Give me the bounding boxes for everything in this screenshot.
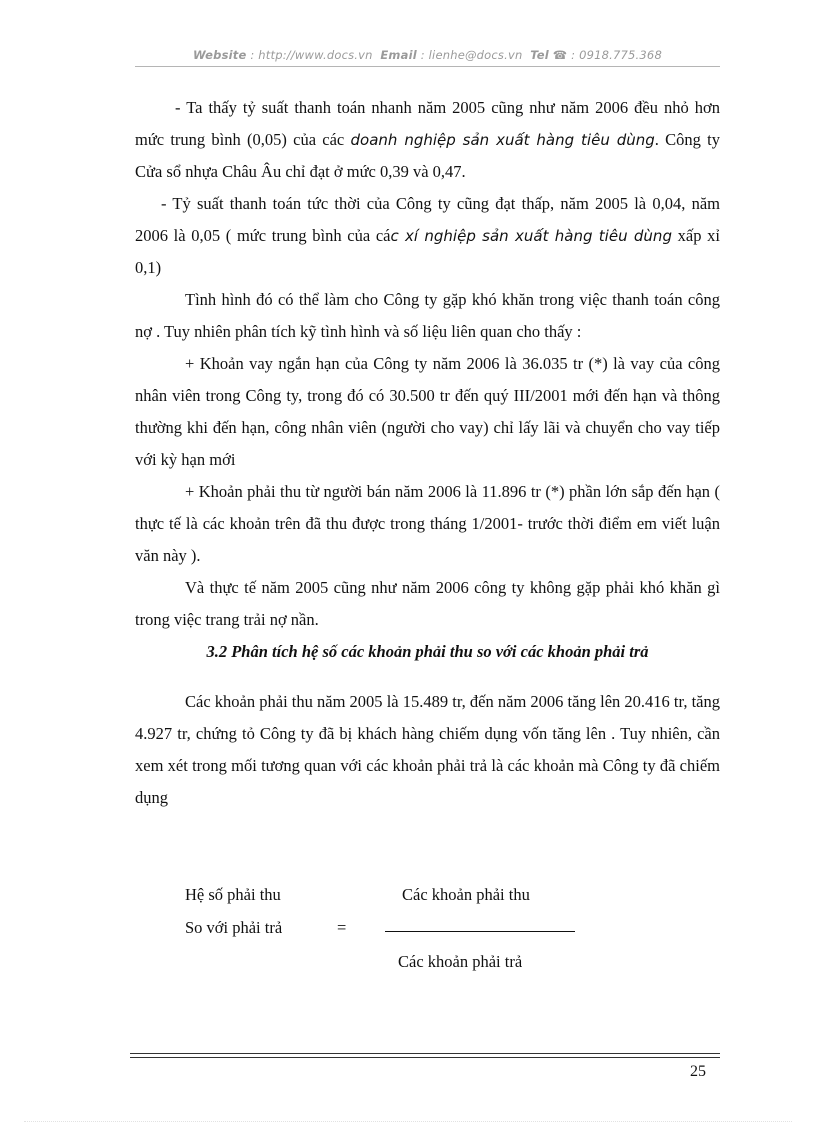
- section-heading: 3.2 Phân tích hệ số các khoản phải thu so với các khoản phải trả: [206, 642, 649, 661]
- paragraph-conclusion: Và thực tế năm 2005 cũng như năm 2006 công ty không gặp phải khó khăn gì trong việc trang trải nợ nần.: [135, 578, 720, 629]
- tel-label: Tel: [530, 48, 549, 62]
- paragraph-situation: Tình hình đó có thể làm cho Công ty gặp khó khăn trong việc thanh toán công nợ . Tuy nhiên phân tích kỹ tình hình và số liệu liên quan cho thấy :: [135, 290, 720, 341]
- email-label: Email: [380, 48, 417, 62]
- document-body: [135, 92, 720, 814]
- paragraph-receivables: + Khoản phải thu từ người bán năm 2006 là 11.896 tr (*) phần lớn sắp đến hạn ( thực tế là các khoản trên đã thu được trong tháng 1/2001- trước thời điểm em viết luận văn này ).: [135, 482, 720, 565]
- paragraph-quick-ratio: [135, 92, 720, 188]
- page-number: 25: [690, 1063, 706, 1080]
- phone-icon: ☎: [552, 48, 568, 62]
- paragraph-text: xấp xỉ 0,1): [135, 226, 720, 277]
- italic-phrase: c xí nghiệp sản xuất hàng tiêu dùng: [390, 227, 672, 245]
- paragraph-text: - Tỷ suất thanh toán tức thời của Công ty cũng đạt thấp, năm 2005 là 0,04, năm 2006 là 0,05 ( mức trung bình của cá: [135, 194, 720, 245]
- paragraph-receivables-analysis: Các khoản phải thu năm 2005 là 15.489 tr, đến năm 2006 tăng lên 20.416 tr, tăng 4.927 tr, chứng tỏ Công ty đã bị khách hàng chiếm dụng vốn tăng lên . Tuy nhiên, cần xem xét trong mối tương quan với các khoản phải trả là các khoản mà Công ty đã chiếm dụng: [135, 692, 720, 807]
- paragraph-text: - Ta thấy tỷ suất thanh toán nhanh năm 2005 cũng như năm 2006 đều nhỏ hơn mức trung bình (0,05) của các: [135, 98, 720, 149]
- ratio-formula: [185, 885, 605, 985]
- paragraph-cash-ratio: [135, 188, 720, 284]
- formula-label-line1: Hệ số phải thu: [185, 885, 281, 904]
- formula-denominator: Các khoản phải trả: [398, 952, 523, 971]
- website-value: : http://www.docs.vn: [250, 48, 373, 62]
- page-header: [135, 48, 720, 62]
- tel-value: : 0918.775.368: [571, 48, 662, 62]
- italic-phrase: doanh nghiệp sản xuất hàng tiêu dùng: [350, 131, 655, 149]
- footer-rule: [130, 1057, 720, 1058]
- paragraph-short-term-loan: + Khoản vay ngắn hạn của Công ty năm 2006 là 36.035 tr (*) là vay của công nhân viên trong Công ty, trong đó có 30.500 tr đến quý III/2001 mới đến hạn và thông thường khi đến hạn, công nhân viên (người cho vay) chỉ lấy lãi và chuyển cho vay tiếp với kỳ hạn mới: [135, 354, 720, 469]
- website-label: Website: [193, 48, 247, 62]
- formula-equals: =: [337, 918, 347, 937]
- fraction-bar: [385, 931, 575, 932]
- spacer: [135, 668, 720, 686]
- page-edge: [24, 1121, 792, 1122]
- header-rule: [135, 66, 720, 67]
- formula-numerator: Các khoản phải thu: [402, 885, 530, 904]
- footer-rule: [130, 1053, 720, 1054]
- email-value: : lienhe@docs.vn: [420, 48, 523, 62]
- paragraph-text: . Công ty Cửa sổ nhựa Châu Âu chỉ đạt ở mức 0,39 và 0,47.: [135, 130, 720, 181]
- formula-label-line2: So với phải trả: [185, 918, 283, 937]
